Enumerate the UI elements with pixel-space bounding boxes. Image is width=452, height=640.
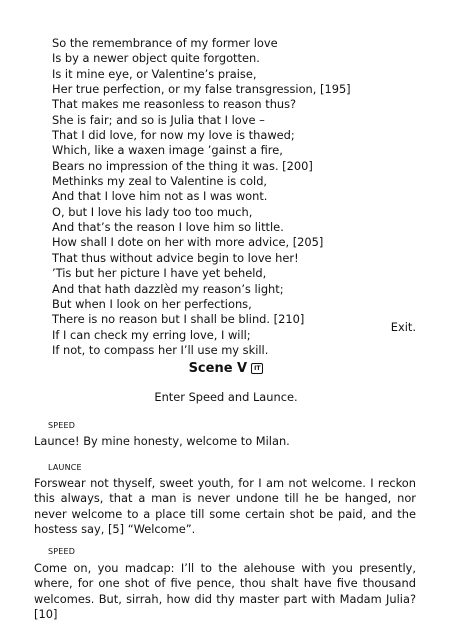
stage-direction: Enter Speed and Launce. bbox=[154, 390, 298, 404]
verse-line: How shall I dote on her with more advice, [205] bbox=[52, 235, 324, 250]
verse-line: But when I look on her perfections, bbox=[52, 296, 252, 311]
verse-line: That makes me reasonless to reason thus? bbox=[52, 97, 297, 112]
verse-line: That thus without advice begin to love her! bbox=[52, 250, 299, 265]
speech-text: Forswear not thyself, sweet youth, for I am not welcome. I reckon this always, that a man is never undone till he be hanged, nor never welcome to a place till some certain shot be paid, and the hostess say, [5] “Welcome”. bbox=[34, 476, 416, 537]
verse-line: Which, like a waxen image ’gainst a fire, bbox=[52, 143, 283, 158]
verse-line: Her true perfection, or my false transgression, [195] bbox=[52, 82, 351, 97]
verse-line: If I can check my erring love, I will; bbox=[52, 327, 251, 342]
verse-line: And that hath dazzlèd my reason’s light; bbox=[52, 281, 284, 296]
verse-line: There is no reason but I shall be blind. [210] bbox=[52, 312, 305, 327]
verse-line: Methinks my zeal to Valentine is cold, bbox=[52, 174, 268, 189]
verse-line: Is it mine eye, or Valentine’s praise, bbox=[52, 66, 257, 81]
verse-line: If not, to compass her I’ll use my skill. bbox=[52, 342, 269, 357]
verse-line: Bears no impression of the thing it was. [200] bbox=[52, 158, 313, 173]
verse-line: ’Tis but her picture I have yet beheld, bbox=[52, 266, 267, 281]
verse-line: So the remembrance of my former love bbox=[52, 36, 278, 50]
speaker-label: SPEED bbox=[48, 421, 76, 430]
verse-line: O, but I love his lady too too much, bbox=[52, 204, 253, 219]
scene-heading bbox=[0, 361, 452, 376]
verse-line: Is by a newer object quite forgotten. bbox=[52, 51, 260, 66]
verse-line: That I did love, for now my love is thawed; bbox=[52, 128, 295, 143]
speaker-label: LAUNCE bbox=[48, 463, 82, 472]
speech-text: Launce! By mine honesty, welcome to Milan. bbox=[34, 434, 290, 448]
verse-block bbox=[52, 36, 422, 358]
speaker-label: SPEED bbox=[48, 547, 76, 556]
verse-line: And that’s the reason I love him so little. bbox=[52, 220, 284, 235]
verse-line: She is fair; and so is Julia that I love – bbox=[52, 112, 265, 127]
speech-text: Come on, you madcap: I’ll to the alehouse with you presently, where, for one shot of five pence, thou shalt have five thousand welcomes. But, sirrah, how did thy master part with Madam Julia? [10] bbox=[34, 561, 416, 622]
exit-direction: Exit. bbox=[390, 320, 416, 334]
scene-title: Scene V bbox=[188, 361, 248, 376]
it-translation-badge[interactable]: IT bbox=[251, 363, 263, 374]
verse-line: And that I love him not as I was wont. bbox=[52, 189, 268, 204]
